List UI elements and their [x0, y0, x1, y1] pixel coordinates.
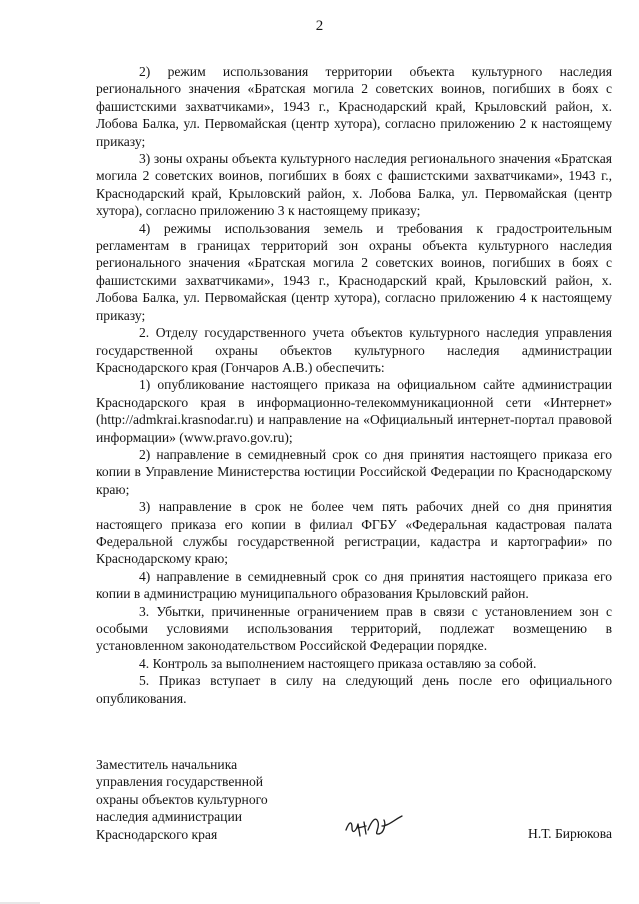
- paragraph-cadastral-chamber: 3) направление в срок не более чем пять рабочих дней со дня принятия настоящего приказа его копии в филиал ФГБУ «Федеральная кадастровая палата Федеральной службы государственной регистрации, кадастра и картографии» по Краснодарскому краю;: [96, 499, 612, 567]
- signature-block: [96, 756, 612, 846]
- paragraph-publication: 1) опубликование настоящего приказа на официальном сайте администрации Краснодарского края в информационно-телекоммуникационной сети «Интернет» (http://admkrai.krasnodar.ru) и направление на «Официальный интернет-портал правовой информации» (www.pravo.gov.ru);: [96, 377, 612, 445]
- page-number: 2: [315, 18, 324, 34]
- paragraph-section-5-effect: 5. Приказ вступает в силу на следующий день после его официального опубликования.: [96, 673, 612, 706]
- signatory-title-line: охраны объектов культурного: [96, 791, 268, 807]
- signatory-title-line: управления государственной: [96, 774, 264, 790]
- paragraph-section-2-department: 2. Отделу государственного учета объектов культурного наследия управления государственной охраны объектов культурного наследия администрации Краснодарского края (Гончаров А.В.) обеспечить:: [96, 325, 612, 375]
- paragraph-item-4-land-use-regimes: 4) режимы использования земель и требования к градостроительным регламентам в границах территорий зон охраны объекта культурного наследия регионального значения «Братская могила 2 советских воинов, погибших в боях с фашистскими захватчиками», 1943 г., Краснодарский край, Крыловский район, х. Лобова Балка, ул. Первомайская (центр хутора), согласно приложению 4 к настоящему приказу;: [96, 220, 612, 323]
- signatory-name: Н.Т. Бирюкова: [528, 825, 612, 841]
- paragraph-item-2-territory-regime: 2) режим использования территории объекта культурного наследия регионального значения «Братская могила 2 советских воинов, погибших в боях с фашистскими захватчиками», 1943 г., Краснодарский край, Крыловский район, х. Лобова Балка, ул. Первомайская (центр хутора), согласно приложению 2 к настоящему приказу;: [96, 64, 612, 149]
- paragraph-municipal-admin: 4) направление в семидневный срок со дня принятия настоящего приказа его копии в администрацию муниципального образования Крыловский район.: [96, 568, 612, 602]
- paragraph-ministry-justice: 2) направление в семидневный срок со дня принятия настоящего приказа его копии в Управление Министерства юстиции Российской Федерации по Краснодарскому краю;: [96, 446, 612, 497]
- paragraph-section-4-control: 4. Контроль за выполнением настоящего приказа оставляю за собой.: [139, 655, 537, 671]
- signatory-title-line: наследия администрации: [96, 809, 242, 825]
- signatory-title-line: Краснодарского края: [96, 826, 218, 842]
- document-body: [96, 63, 612, 707]
- paragraph-item-3-protection-zones: 3) зоны охраны объекта культурного наследия регионального значения «Братская могила 2 советских воинов, погибших в боях с фашистскими захватчиками», 1943 г., Краснодарский край, Крыловский район, х. Лобова Балка, ул. Первомайская (центр хутора), согласно приложению 3 к настоящему приказу;: [96, 151, 612, 219]
- handwritten-signature: [340, 806, 410, 842]
- paragraph-section-3-losses: 3. Убытки, причиненные ограничением прав в связи с установлением зон с особыми условиями использования территорий, подлежат возмещению в установленном законодательством Российской Федерации порядке.: [96, 603, 612, 654]
- signatory-title-line: Заместитель начальника: [96, 757, 238, 772]
